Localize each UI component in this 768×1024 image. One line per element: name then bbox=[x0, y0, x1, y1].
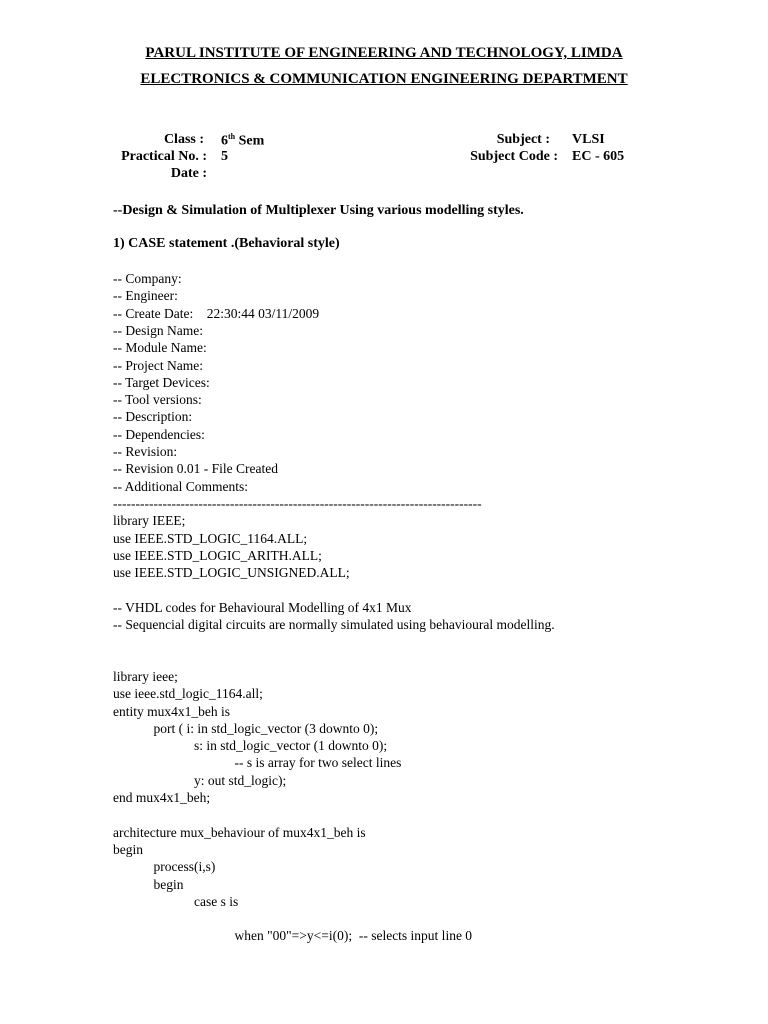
code-line: entity mux4x1_beh is bbox=[113, 703, 230, 719]
code-line: -- Tool versions: bbox=[113, 392, 202, 408]
department-title: ELECTRONICS & COMMUNICATION ENGINEERING DEPARTMENT bbox=[140, 71, 628, 87]
code-line: -- Company: bbox=[113, 271, 182, 286]
code-line: begin bbox=[113, 841, 143, 857]
code-line: begin bbox=[113, 876, 184, 892]
code-line: when "00"=>y<=i(0); -- selects input line 0 bbox=[113, 928, 473, 944]
code-line: y: out std_logic); bbox=[113, 772, 287, 788]
code-line: -- Design Name: bbox=[113, 322, 203, 338]
code-line: ---------------------------------------------------------------------------------- bbox=[113, 495, 482, 511]
code-line: -- Revision: bbox=[113, 444, 178, 459]
code-line: use IEEE.STD_LOGIC_UNSIGNED.ALL; bbox=[113, 565, 350, 581]
code-line: case s is bbox=[113, 893, 239, 909]
code-line: -- Project Name: bbox=[113, 357, 203, 373]
code-line: architecture mux_behaviour of mux4x1_beh is bbox=[113, 824, 366, 840]
institute-title: PARUL INSTITUTE OF ENGINEERING AND TECHNOLOGY, LIMDA bbox=[145, 45, 623, 61]
code-line: use IEEE.STD_LOGIC_1164.ALL; bbox=[113, 530, 308, 546]
code-line: -- Revision 0.01 - File Created bbox=[113, 461, 278, 477]
subject-value: VLSI bbox=[572, 132, 605, 147]
practical-value: 5 bbox=[221, 149, 228, 164]
subject-label: Subject : bbox=[496, 132, 550, 147]
code-line: -- Dependencies: bbox=[113, 426, 205, 442]
code-line: -- Additional Comments: bbox=[113, 478, 248, 494]
code-line: port ( i: in std_logic_vector (3 downto 0); bbox=[113, 720, 379, 736]
code-line: -- Create Date: 22:30:44 03/11/2009 bbox=[113, 305, 320, 321]
date-label: Date : bbox=[170, 166, 207, 181]
class-value: 6th Sem bbox=[221, 132, 265, 149]
code-line: -- Target Devices: bbox=[113, 374, 210, 390]
code-line: process(i,s) bbox=[113, 859, 216, 875]
code-line: -- Module Name: bbox=[113, 340, 207, 356]
practical-label: Practical No. : bbox=[121, 149, 207, 164]
code-line: -- Sequencial digital circuits are normally simulated using behavioural modelling. bbox=[113, 617, 555, 632]
section-heading: 1) CASE statement .(Behavioral style) bbox=[113, 236, 340, 251]
code-line: end mux4x1_beh; bbox=[113, 790, 211, 805]
code-line: s: in std_logic_vector (1 downto 0); bbox=[113, 738, 388, 754]
aim-text: --Design & Simulation of Multiplexer Using various modelling styles. bbox=[113, 203, 524, 218]
code-line: -- s is array for two select lines bbox=[113, 755, 402, 771]
class-label: Class : bbox=[163, 132, 204, 147]
code-line: library IEEE; bbox=[113, 513, 186, 529]
subject-code-label: Subject Code : bbox=[470, 149, 558, 164]
code-line: -- Engineer: bbox=[113, 288, 178, 304]
subject-code-value: EC - 605 bbox=[572, 149, 625, 164]
code-line: -- VHDL codes for Behavioural Modelling of 4x1 Mux bbox=[113, 599, 412, 615]
code-line: library ieee; bbox=[113, 668, 178, 684]
code-line: use ieee.std_logic_1164.all; bbox=[113, 686, 263, 702]
code-line: -- Description: bbox=[113, 409, 193, 425]
code-line: use IEEE.STD_LOGIC_ARITH.ALL; bbox=[113, 547, 322, 563]
